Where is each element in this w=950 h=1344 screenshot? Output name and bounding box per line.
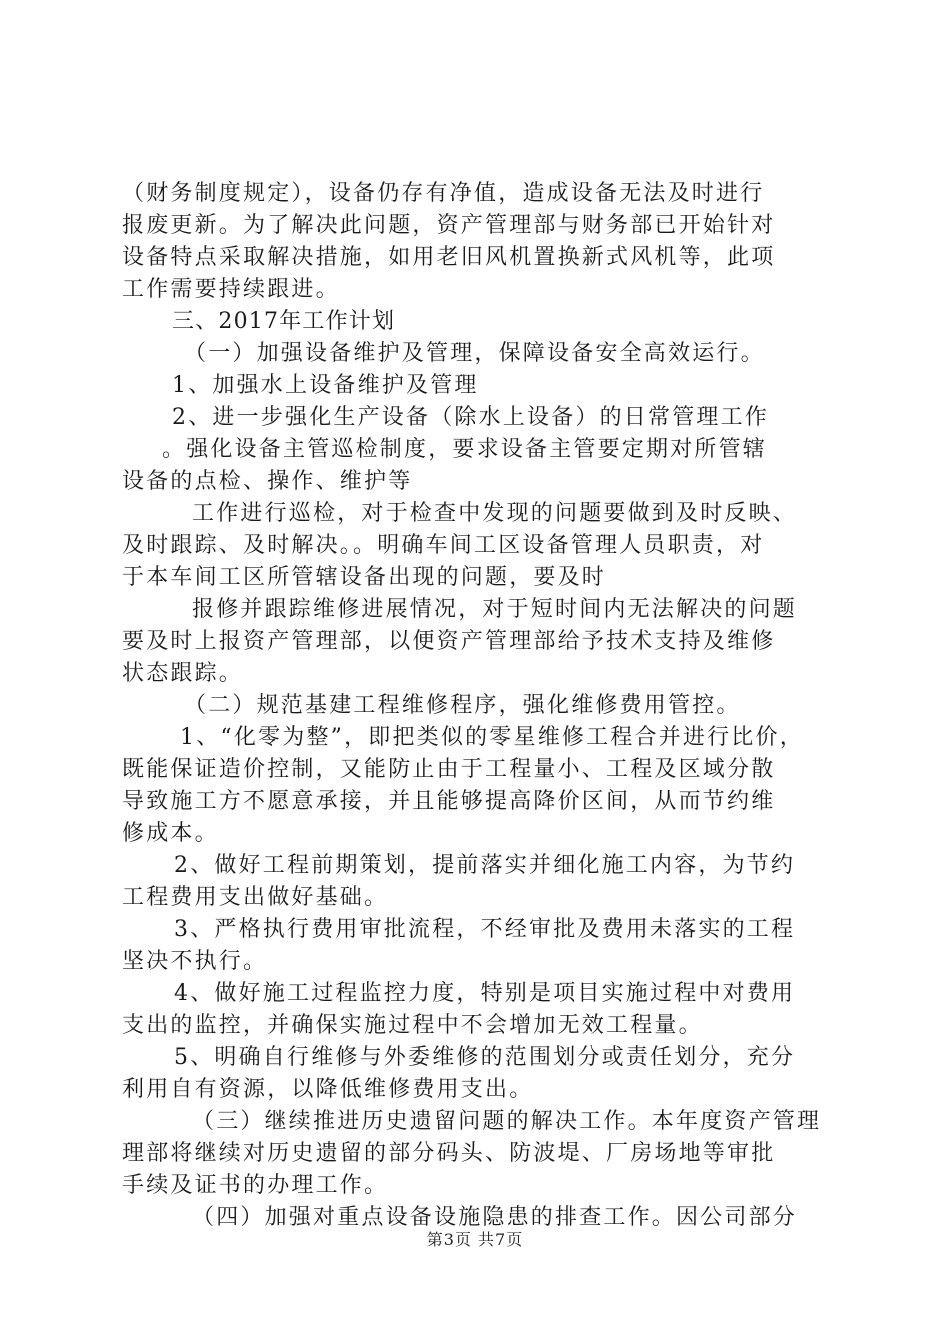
body-line: 设备的点检、操作、维护等: [122, 469, 413, 494]
body-line: 导致施工方不愿意承接，并且能够提高降价区间，从而节约维: [122, 789, 776, 814]
body-line: 。强化设备主管巡检制度，要求设备主管要定期对所管辖: [162, 437, 768, 462]
body-line: 工程费用支出做好基础。: [122, 885, 389, 910]
body-line: 及时跟踪、及时解决。。明确车间工区设备管理人员职责，对: [122, 533, 765, 558]
section-heading: 三、2017年工作计划: [172, 309, 396, 334]
body-line: 要及时上报资产管理部，以便资产管理部给予技术支持及维修: [122, 629, 776, 654]
body-line: 设备特点采取解决措施，如用老旧风机置换新式风机等，此项: [122, 245, 776, 270]
list-item: 1、“化零为整”，即把类似的零星维修工程合并进行比价，: [180, 725, 804, 750]
body-line: 工作需要持续跟进。: [122, 277, 340, 302]
subsection-heading: （二）规范基建工程维修程序，强化维修费用管控。: [184, 693, 741, 718]
page-footer: 第3页 共7页: [426, 1230, 524, 1249]
list-item: 4、做好施工过程监控力度，特别是项目实施过程中对费用: [174, 981, 796, 1006]
subsection-heading: （四）加强对重点设备设施隐患的排查工作。因公司部分: [192, 1205, 798, 1230]
list-item: 3、严格执行费用审批流程，不经审批及费用未落实的工程: [174, 917, 796, 942]
list-item: 5、明确自行维修与外委维修的范围划分或责任划分，充分: [174, 1045, 796, 1070]
subsection-heading: （一）加强设备维护及管理，保障设备安全高效运行。: [184, 341, 765, 366]
body-line: 利用自有资源，以降低维修费用支出。: [122, 1077, 534, 1102]
body-line: 工作进行巡检，对于检查中发现的问题要做到及时反映、: [192, 501, 798, 526]
body-line: 报修并跟踪维修进展情况，对于短时间内无法解决的问题: [192, 597, 798, 622]
body-line: 坚决不执行。: [122, 949, 268, 974]
body-line: 理部将继续对历史遗留的部分码头、防波堤、厂房场地等审批: [122, 1141, 776, 1166]
body-line: 状态跟踪。: [122, 661, 244, 686]
body-line: 手续及证书的办理工作。: [122, 1173, 389, 1198]
list-item: 1、加强水上设备维护及管理: [172, 373, 479, 398]
subsection-heading: （三）继续推进历史遗留问题的解决工作。本年度资产管理: [192, 1109, 822, 1134]
body-line: 于本车间工区所管辖设备出现的问题，要及时: [122, 565, 607, 590]
list-item: 2、做好工程前期策划，提前落实并细化施工内容，为节约: [174, 853, 796, 878]
body-line: 既能保证造价控制，又能防止由于工程量小、工程及区域分散: [122, 757, 776, 782]
body-line: 报废更新。为了解决此问题，资产管理部与财务部已开始针对: [122, 213, 776, 238]
body-line: （财务制度规定），设备仍存有净值，造成设备无法及时进行: [122, 181, 765, 206]
document-body: [122, 178, 842, 1234]
body-line: 修成本。: [122, 821, 219, 846]
body-line: 支出的监控，并确保实施过程中不会增加无效工程量。: [122, 1013, 703, 1038]
list-item: 2、进一步强化生产设备（除水上设备）的日常管理工作: [172, 405, 769, 430]
